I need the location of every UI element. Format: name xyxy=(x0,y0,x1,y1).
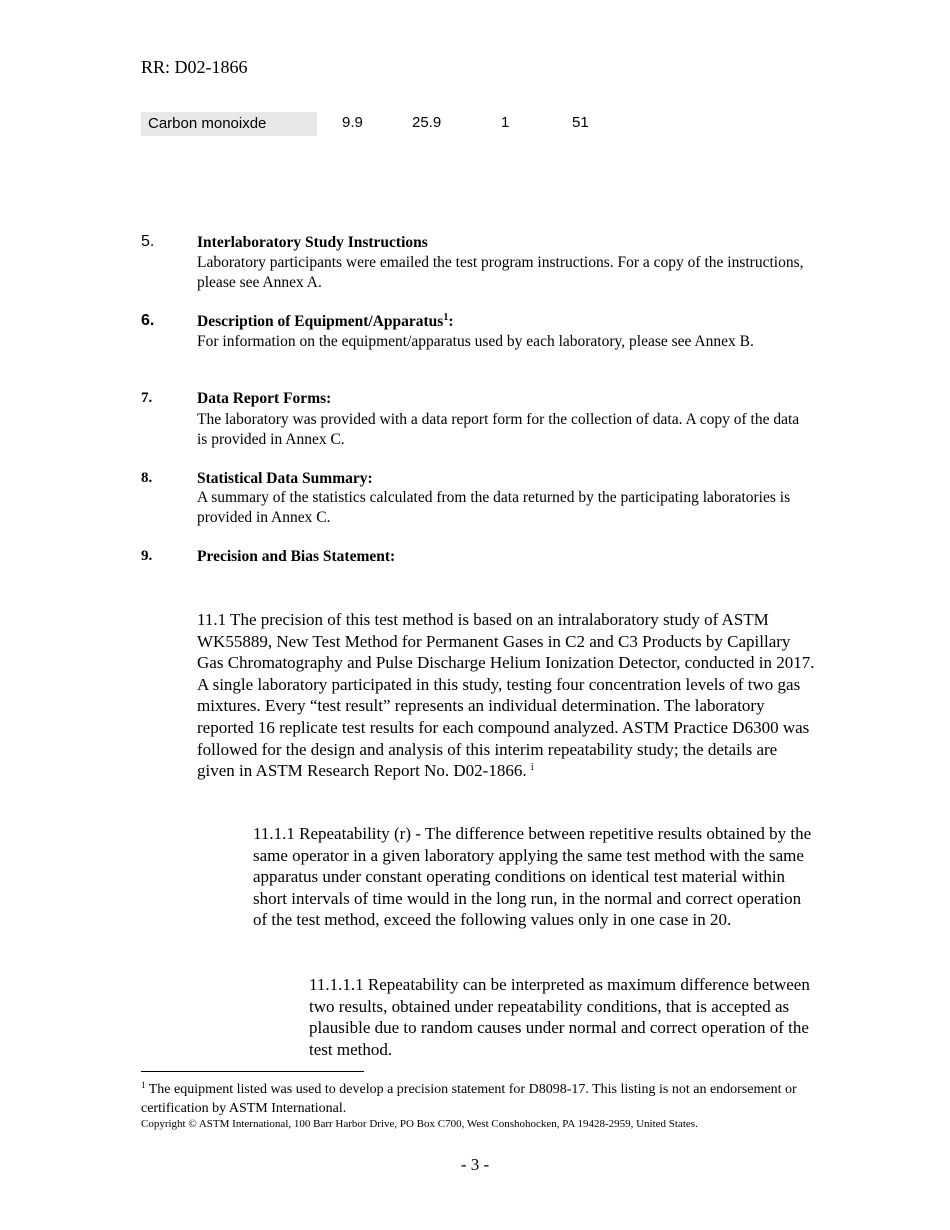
table-cell-value: 25.9 xyxy=(412,114,442,131)
section-title-suffix: : xyxy=(448,313,454,330)
section-number: 6. xyxy=(141,312,155,329)
endnote-ref: i xyxy=(530,762,534,774)
section-body: Laboratory participants were emailed the test program instructions. For a copy of the instructions, please see Annex A. xyxy=(197,254,804,291)
footnote-text: The equipment listed was used to develop a precision statement for D8098-17. This listing is not an endorsement or certification by ASTM International. xyxy=(141,1082,797,1116)
footnote xyxy=(141,1080,801,1118)
section-number: 5. xyxy=(141,233,155,250)
table-row xyxy=(141,112,641,136)
section-body: The laboratory was provided with a data report form for the collection of data. A copy of the data is provided in Annex C. xyxy=(197,411,800,448)
page-number: - 3 - xyxy=(460,1155,490,1174)
precision-paragraph xyxy=(197,609,817,782)
section-number: 9. xyxy=(141,548,153,564)
table-cell-value: 9.9 xyxy=(342,114,363,131)
table-cell-compound: Carbon monoixde xyxy=(141,112,317,136)
footnote-mark: 1 xyxy=(141,1080,146,1090)
section-number: 8. xyxy=(141,470,153,486)
report-id-header: RR: D02-1866 xyxy=(141,57,248,77)
precision-paragraph-text: 11.1 The precision of this test method is based on an intralaboratory study of ASTM WK55889, New Test Method for Permanent Gases in C2 and C3 Products by Capillary Gas Chromatography and Pulse Discharge Helium Ionization Detector, conducted in 2017. A single laboratory participated in this study, testing four concentration levels of two gas mixtures. Every “test result” represents an individual determination. The laboratory reported 16 replicate test results for each compound analyzed. ASTM Practice D6300 was followed for the design and analysis of this interim repeatability study; the details are given in ASTM Research Report No. D02-1866. xyxy=(197,610,815,781)
copyright-notice: Copyright © ASTM International, 100 Barr Harbor Drive, PO Box C700, West Conshohocken, PA 19428-2959, United States. xyxy=(141,1118,698,1130)
section-title: Statistical Data Summary: xyxy=(197,470,373,487)
section-title xyxy=(197,313,453,331)
table-cell-value: 51 xyxy=(572,114,589,131)
section-number: 7. xyxy=(141,390,153,406)
footnote-separator xyxy=(141,1071,364,1072)
section-title: Precision and Bias Statement: xyxy=(197,548,396,565)
table-cell-value: 1 xyxy=(501,114,510,131)
section-body: For information on the equipment/apparatus used by each laboratory, please see Annex B. xyxy=(197,333,754,350)
section-title: Data Report Forms: xyxy=(197,390,332,407)
section-title-text: Description of Equipment/Apparatus xyxy=(197,313,444,330)
section-title: Interlaboratory Study Instructions xyxy=(197,234,428,251)
repeatability-paragraph: 11.1.1 Repeatability (r) - The difference between repetitive results obtained by the same operator in a given laboratory applying the same test method with the same apparatus under constant operating conditions on identical test material within short intervals of time would in the long run, in the normal and correct operation of the test method, exceed the following values only in one case in 20. xyxy=(253,824,812,930)
repeatability-interpretation-paragraph: 11.1.1.1 Repeatability can be interpreted as maximum difference between two results, obtained under repeatability conditions, that is accepted as plausible due to random causes under normal and correct operation of the test method. xyxy=(309,975,810,1059)
footnote-ref: 1 xyxy=(443,312,449,323)
section-body: A summary of the statistics calculated from the data returned by the participating laboratories is provided in Annex C. xyxy=(197,489,791,526)
